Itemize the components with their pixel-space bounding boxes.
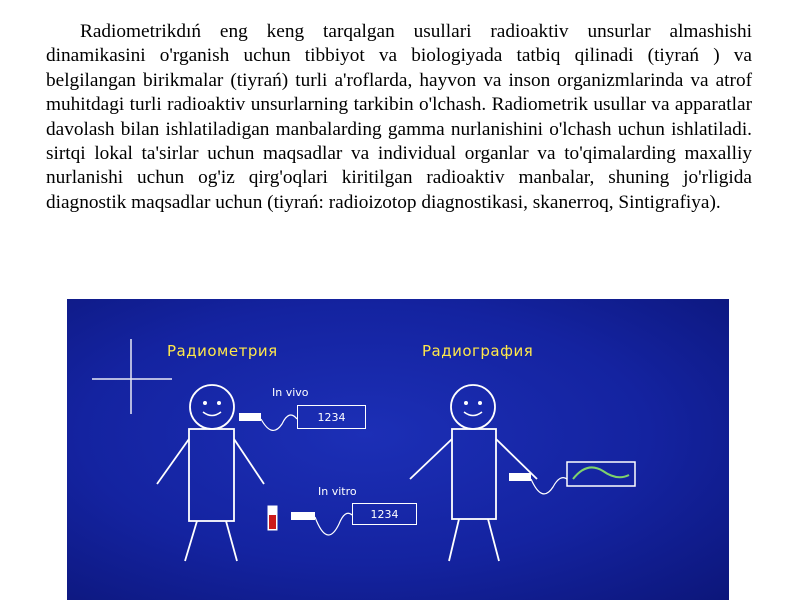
title-radiometry: Радиометрия (167, 342, 278, 360)
title-radiography: Радиография (422, 342, 534, 360)
in-vitro-cable (315, 513, 352, 535)
left-face (203, 401, 221, 405)
readout-in-vivo: 1234 (297, 405, 366, 429)
radiometry-figure (67, 299, 729, 600)
left-human-figure (157, 385, 264, 561)
sparkle-icon (92, 339, 172, 414)
in-vitro-detector (291, 512, 315, 520)
label-in-vivo: In vivo (272, 386, 309, 399)
radiography-detector (509, 473, 531, 481)
body-paragraph: Radiometrikdıń eng keng tarqalgan usullari radioaktiv unsurlar almashishi dinamikasini o'rganish uchun tibbiyot va biologiyada tatbiq qilinadi (tiyrań ) va belgilangan birikmalar (tiyrań) turli a'roflarda, hayvon va inson organizmlarinda va atrof muhitdagi turli radioaktiv unsurlarning tarkibin o'lchash. Radiometrik usullar va apparatlar davolash bilan ishlatiladigan manbalarding gamma nurlanishini o'lchash uchun ishlatiladi. sirtqi lokal ta'sirlar uchun maqsadlar va individual organlar va to'qimalarding maxalliy nurlanishi uchun og'iz qirg'oqlari kiritilgan radioaktiv manbalar, shuning jo'rligida diagnostik maqsadlar uchun (tiyrań: radioizotop diagnostikasi, skanerroq, Sintigrafiya). (46, 21, 752, 213)
radiography-graph (573, 467, 629, 479)
radiography-cable (531, 478, 567, 494)
in-vivo-cable (261, 415, 297, 430)
readout-in-vitro: 1234 (352, 503, 417, 525)
label-in-vitro: In vitro (318, 485, 357, 498)
in-vivo-detector (239, 413, 261, 421)
